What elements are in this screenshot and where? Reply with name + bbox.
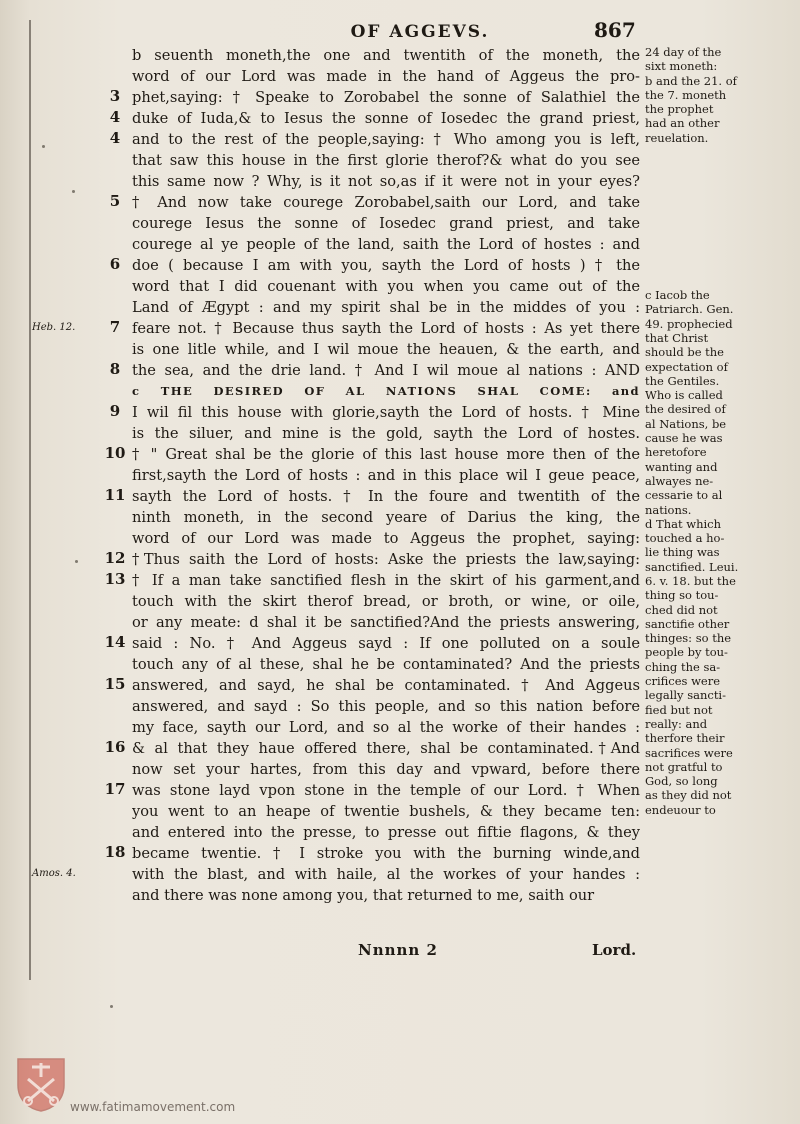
side-note-line: expectation of	[645, 359, 728, 374]
text-line: & al that they haue offered there, shal be contaminated.†And	[132, 740, 640, 757]
side-note-line	[645, 217, 755, 231]
side-note-line: al Nations, be	[645, 416, 727, 431]
verse-number: 5	[109, 192, 121, 210]
text-line: that saw this house in the first glorie therof?& what do you see	[132, 152, 640, 169]
page-number: 867	[594, 18, 636, 42]
verse-number: 13	[104, 570, 126, 588]
side-note-line: sacrifices were	[645, 745, 733, 760]
side-note-line: the prophet	[645, 102, 714, 117]
text-line: word that I did couenant with you when you came out of the	[132, 278, 640, 295]
side-note-line: lie thing was	[645, 545, 720, 560]
side-note-line: had an other	[645, 116, 720, 131]
verse-number: 6	[109, 255, 121, 273]
side-note-line: endeuour to	[645, 802, 716, 817]
side-note-line: sixt moneth:	[645, 59, 718, 74]
text-line: and entered into the presse, to presse out fiftie flagons, & they	[132, 824, 640, 841]
side-note-line: sanctifie other	[645, 616, 730, 631]
side-note-line: the desired of	[645, 402, 726, 417]
side-note-line: alwayes ne-	[645, 473, 714, 488]
verse-number: 14	[104, 633, 126, 651]
text-line: Land of Ægypt : and my spirit shal be in the middes of you :	[132, 299, 640, 316]
margin-reference: Amos. 4.	[32, 868, 76, 879]
text-line: answered, and sayd, he shal be contaminated. † And Aggeus	[132, 677, 640, 694]
side-note-line: that Christ	[645, 330, 709, 345]
side-note-line: 6. v. 18. but the	[645, 573, 736, 588]
side-note-line: Patriarch. Gen.	[645, 302, 734, 317]
watermark-url: www.fatimamovement.com	[70, 1100, 236, 1114]
speck	[75, 560, 78, 563]
text-line: word of our Lord was made in the hand of Aggeus the pro-	[132, 68, 640, 85]
side-note-line	[645, 231, 755, 245]
side-note-line: b and the 21. of	[645, 73, 737, 88]
side-note-line	[645, 174, 755, 188]
text-line: b seuenth moneth,the one and twentith of the moneth, the	[132, 47, 640, 64]
side-note-line: crifices were	[645, 674, 721, 689]
verse-number: 4	[109, 129, 121, 147]
side-note-line: really: and	[645, 716, 708, 731]
text-line: you went to an heape of twentie bushels, & they became ten:	[132, 803, 640, 820]
verse-number: 17	[104, 780, 126, 798]
text-line: my face, sayth our Lord, and so al the worke of their handes :	[132, 719, 640, 736]
text-line: with the blast, and with haile, al the workes of your handes :	[132, 866, 640, 883]
side-note-line: nations.	[645, 502, 692, 517]
text-line: courege al ye people of the land, saith the Lord of hostes : and	[132, 236, 640, 253]
text-line: and there was none among you, that returned to me, saith our	[132, 887, 595, 904]
verse-number: 12	[104, 549, 126, 567]
text-line: † And now take courege Zorobabel,saith our Lord, and take	[132, 194, 640, 211]
text-line: sayth the Lord of hosts. † In the foure and twentith of the	[132, 488, 640, 505]
side-note-line	[645, 202, 755, 216]
text-line: and to the rest of the people,saying: † Who among you is left,	[132, 131, 640, 148]
verse-number: 9	[109, 402, 121, 420]
text-line: is one litle while, and I wil moue the heauen, & the earth, and	[132, 341, 640, 358]
text-line: now set your hartes, from this day and vpward, before there	[132, 761, 640, 778]
signature-mark: Nnnnn 2	[358, 941, 438, 959]
text-line: feare not. † Because thus sayth the Lord of hosts : As yet there	[132, 320, 640, 337]
side-note-line	[645, 274, 755, 288]
text-line: † If a man take sanctified flesh in the skirt of his garment,and	[132, 572, 640, 589]
verse-number: 4	[109, 108, 121, 126]
verse-number: 11	[104, 486, 126, 504]
side-note-line: thing so tou-	[645, 588, 719, 603]
side-note-line: Who is called	[645, 388, 723, 403]
side-note-line: wanting and	[645, 459, 718, 474]
side-note-line	[645, 259, 755, 273]
speck	[72, 190, 75, 193]
side-note-line	[645, 159, 755, 173]
side-note-line: sanctified. Leui.	[645, 559, 739, 574]
speck	[110, 1005, 113, 1008]
catchword: Lord.	[592, 941, 637, 959]
text-line: † " Great shal be the glorie of this last house more then of the	[132, 446, 640, 463]
side-note-line: 49. prophecied	[645, 316, 733, 331]
text-line: phet,saying: † Speake to Zorobabel the sonne of Salathiel the	[132, 89, 640, 106]
text-line: first,sayth the Lord of hosts : and in this place wil I geue peace,	[132, 467, 640, 484]
side-note-line	[645, 245, 755, 259]
side-note-line: ching the sa-	[645, 659, 721, 674]
page-foot	[132, 941, 640, 963]
side-notes	[645, 45, 755, 817]
text-line: or any meate: d shal it be sanctified?And the priests answering,	[132, 614, 640, 631]
side-note-line	[645, 188, 755, 202]
text-line: ninth moneth, in the second yeare of Darius the king, the	[132, 509, 640, 526]
text-line: said : No. † And Aggeus sayd : If one polluted on a soule	[132, 635, 640, 652]
side-note-line: therfore their	[645, 731, 725, 746]
verse-number: 7	[109, 318, 121, 336]
text-line: is the siluer, and mine is the gold, sayth the Lord of hostes.	[132, 425, 640, 442]
side-note-line: 24 day of the	[645, 45, 722, 59]
text-line: answered, and sayd : So this people, and so this nation before	[132, 698, 640, 715]
text-line: I wil fil this house with glorie,sayth the Lord of hosts. † Mine	[132, 404, 640, 421]
side-note-line: not gratful to	[645, 759, 723, 774]
main-text	[132, 45, 640, 906]
side-note-line: d That which	[645, 516, 722, 531]
side-note-line: legally sancti-	[645, 688, 726, 703]
side-note-line: cause he was	[645, 431, 723, 446]
verse-number: 3	[109, 87, 121, 105]
side-note-line: ched did not	[645, 602, 718, 617]
verse-number: 8	[109, 360, 121, 378]
text-line: c THE DESIRED OF AL NATIONS SHAL COME: and	[132, 384, 640, 398]
text-line: courege Iesus the sonne of Iosedec grand priest, and take	[132, 215, 640, 232]
side-note-line: the 7. moneth	[645, 87, 727, 102]
side-note-line: heretofore	[645, 445, 707, 460]
text-line: was stone layd vpon stone in the temple of our Lord. † When	[132, 782, 640, 799]
papal-keys-logo	[14, 1055, 68, 1113]
text-line: became twentie. † I stroke you with the burning winde,and	[132, 845, 640, 862]
text-line: word of our Lord was made to Aggeus the prophet, saying:	[132, 530, 640, 547]
text-line: touch any of al these, shal he be contaminated? And the priests	[132, 656, 640, 673]
text-line: this same now ? Why, is it not so,as if it were not in your eyes?	[132, 173, 640, 190]
side-note-line: should be the	[645, 345, 724, 360]
text-line: touch with the skirt therof bread, or broth, or wine, or oile,	[132, 593, 640, 610]
side-note-line: as they did not	[645, 788, 732, 803]
side-note-line: fied but not	[645, 702, 713, 717]
gutter-rule	[29, 20, 31, 980]
text-line: doe ( because I am with you, sayth the Lord of hosts ) † the	[132, 257, 640, 274]
side-note-line: c Iacob the	[645, 288, 710, 303]
verse-number: 10	[104, 444, 126, 462]
verse-number: 15	[104, 675, 126, 693]
side-note-line: thinges: so the	[645, 631, 732, 646]
side-note-line: cessarie to al	[645, 488, 723, 503]
side-note-line	[645, 145, 755, 159]
verse-number: 18	[104, 843, 126, 861]
side-note-line: touched a ho-	[645, 531, 725, 546]
side-note-line: people by tou-	[645, 645, 728, 660]
text-line: †Thus saith the Lord of hosts: Aske the priests the law,saying:	[132, 551, 640, 568]
text-line: the sea, and the drie land. † And I wil moue al nations : AND	[132, 362, 640, 379]
running-head: OF AGGEVS.	[350, 22, 490, 42]
verse-number: 16	[104, 738, 126, 756]
speck	[42, 145, 45, 148]
text-line: duke of Iuda,& to Iesus the sonne of Iosedec the grand priest,	[132, 110, 640, 127]
side-note-line: God, so long	[645, 774, 718, 789]
margin-reference: Heb. 12.	[32, 322, 76, 333]
side-note-line: reuelation.	[645, 130, 709, 145]
side-note-line: the Gentiles.	[645, 373, 720, 388]
